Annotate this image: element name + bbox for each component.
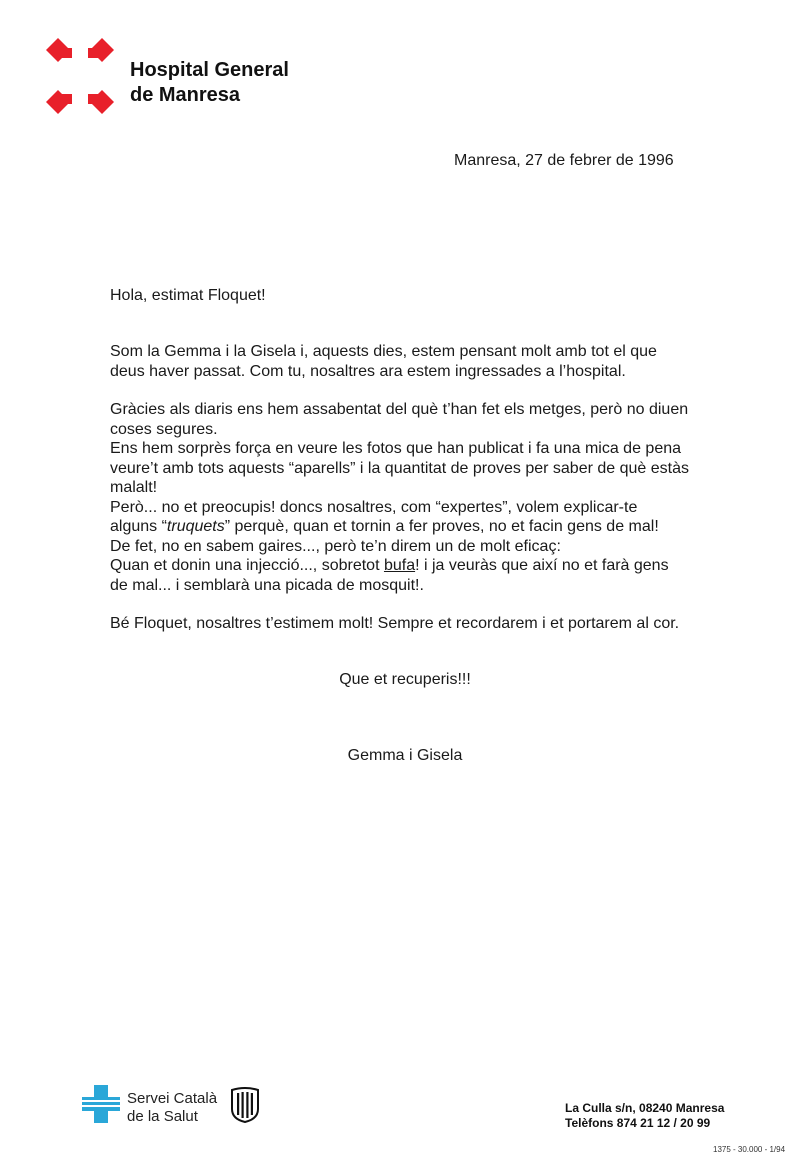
letter-body (110, 342, 700, 653)
paragraph-2 (110, 400, 700, 595)
hospital-name-line2: de Manresa (130, 84, 241, 106)
paragraph-line (110, 517, 700, 537)
paragraph-line: coses segures. (110, 420, 218, 438)
paragraph-line: Gràcies als diaris ens hem assabentat del què t’han fet els metges, però no diuen (110, 401, 689, 418)
address-line1: La Culla s/n, 08240 Manresa (565, 1101, 725, 1115)
servei-line1: Servei Català (127, 1090, 218, 1107)
emphasis-truquets: truquets (166, 518, 225, 535)
paragraph-1 (110, 342, 700, 381)
address-line2: Telèfons 874 21 12 / 20 99 (565, 1116, 711, 1130)
paragraph-line: deus haver passat. Com tu, nosaltres ara estem ingressades a l’hospital. (110, 362, 626, 380)
paragraph-line (110, 556, 700, 576)
closing-line: Que et recuperis!!! (339, 671, 471, 688)
text-run: ! i ja veuràs que així no et farà gens (415, 557, 669, 574)
paragraph-line: Ens hem sorprès força en veure les fotos que han publicat i fa una mica de pena (110, 440, 682, 457)
paragraph-line: de mal... i semblarà una picada de mosquit!. (110, 576, 424, 594)
hospital-address (565, 1101, 724, 1131)
servei-line2: de la Salut (127, 1108, 198, 1125)
hospital-name-line1: Hospital General (130, 59, 289, 81)
text-run: alguns “ (110, 518, 167, 535)
paragraph-line: veure’t amb tots aquests “aparells” i la quantitat de proves per saber de què estàs (110, 459, 689, 477)
paragraph-line: malalt! (110, 479, 158, 496)
text-run: ” perquè, quan et tornin a fer proves, no et facin gens de mal! (224, 518, 659, 535)
signature: Gemma i Gisela (347, 747, 463, 764)
paragraph-line: Però... no et preocupis! doncs nosaltres, com “expertes”, volem explicar-te (110, 498, 638, 516)
paragraph-3: Bé Floquet, nosaltres t’estimem molt! Sempre et recordarem i et portarem al cor. (110, 615, 680, 632)
servei-catala-salut-logo-icon (82, 1085, 120, 1123)
print-code: 1375 - 30.000 - 1/94 (713, 1145, 786, 1154)
greeting: Hola, estimat Floquet! (110, 287, 266, 304)
underline-bufa: bufa (383, 557, 416, 574)
catalan-shield-icon (230, 1087, 260, 1123)
servei-catala-salut (127, 1090, 217, 1126)
hospital-name (130, 58, 289, 108)
paragraph-line: De fet, no en sabem gaires..., però te’n direm un de molt eficaç: (110, 537, 561, 555)
text-run: Quan et donin una injecció..., sobretot (110, 557, 384, 574)
letter-date: Manresa, 27 de febrer de 1996 (454, 152, 674, 169)
hospital-logo-icon (40, 36, 120, 116)
paragraph-line: Som la Gemma i la Gisela i, aquests dies, estem pensant molt amb tot el que (110, 343, 657, 360)
